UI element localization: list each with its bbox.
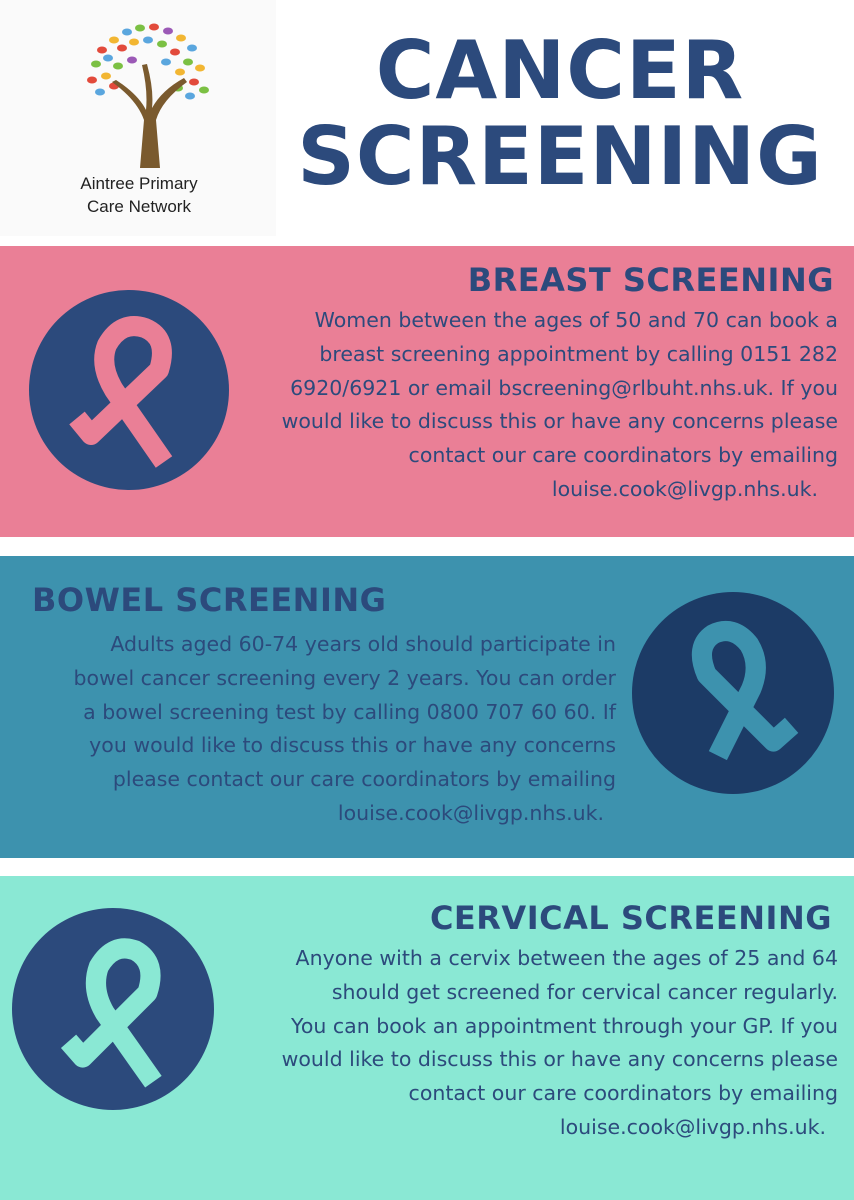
body-line: you would like to discuss this or have any concerns bbox=[89, 733, 616, 758]
section-body bbox=[6, 628, 616, 831]
cervical-screening-section bbox=[0, 876, 854, 1200]
body-line: Women between the ages of 50 and 70 can book a bbox=[314, 308, 838, 332]
tree-logo-icon bbox=[82, 20, 212, 170]
teal-ribbon-icon bbox=[12, 908, 214, 1110]
body-line: 6920/6921 or email bscreening@rlbuht.nhs.uk. If you bbox=[290, 375, 838, 400]
page-title bbox=[290, 24, 830, 203]
logo-text-line1: Aintree Primary bbox=[80, 174, 198, 193]
body-line: contact our care coordinators by emailing bbox=[408, 443, 838, 468]
blue-ribbon-icon bbox=[632, 592, 834, 794]
page-title-line1: CANCER bbox=[375, 24, 745, 117]
body-line: should get screened for cervical cancer regularly. bbox=[331, 979, 838, 1004]
body-line: You can book an appointment through your GP. If you bbox=[291, 1013, 838, 1038]
bowel-screening-section bbox=[0, 556, 854, 858]
body-line: louise.cook@livgp.nhs.uk. bbox=[559, 1114, 826, 1139]
section-body bbox=[218, 942, 838, 1145]
body-line: a bowel screening test by calling 0800 707 60 60. If bbox=[83, 699, 616, 724]
breast-screening-section bbox=[0, 246, 854, 537]
body-line: Adults aged 60-74 years old should participate in bbox=[110, 632, 616, 656]
logo-text-line2: Care Network bbox=[87, 197, 191, 216]
section-body bbox=[218, 304, 838, 507]
body-line: louise.cook@livgp.nhs.uk. bbox=[337, 800, 604, 825]
body-line: would like to discuss this or have any concerns please bbox=[281, 1047, 838, 1072]
body-line: louise.cook@livgp.nhs.uk. bbox=[551, 476, 818, 501]
section-title: BOWEL SCREENING bbox=[32, 581, 387, 619]
section-title: CERVICAL SCREENING bbox=[429, 899, 832, 937]
body-line: breast screening appointment by calling 0151 282 bbox=[319, 341, 838, 366]
body-line: contact our care coordinators by emailing bbox=[408, 1081, 838, 1106]
section-title: BREAST SCREENING bbox=[467, 261, 834, 299]
body-line: bowel cancer screening every 2 years. You can order bbox=[73, 665, 616, 690]
logo bbox=[0, 0, 276, 236]
pink-ribbon-icon bbox=[29, 290, 229, 490]
page-title-line2: SCREENING bbox=[297, 110, 823, 203]
header bbox=[0, 0, 854, 246]
body-line: Anyone with a cervix between the ages of 25 and 64 bbox=[295, 946, 838, 970]
body-line: please contact our care coordinators by emailing bbox=[112, 767, 616, 792]
body-line: would like to discuss this or have any concerns please bbox=[281, 409, 838, 434]
